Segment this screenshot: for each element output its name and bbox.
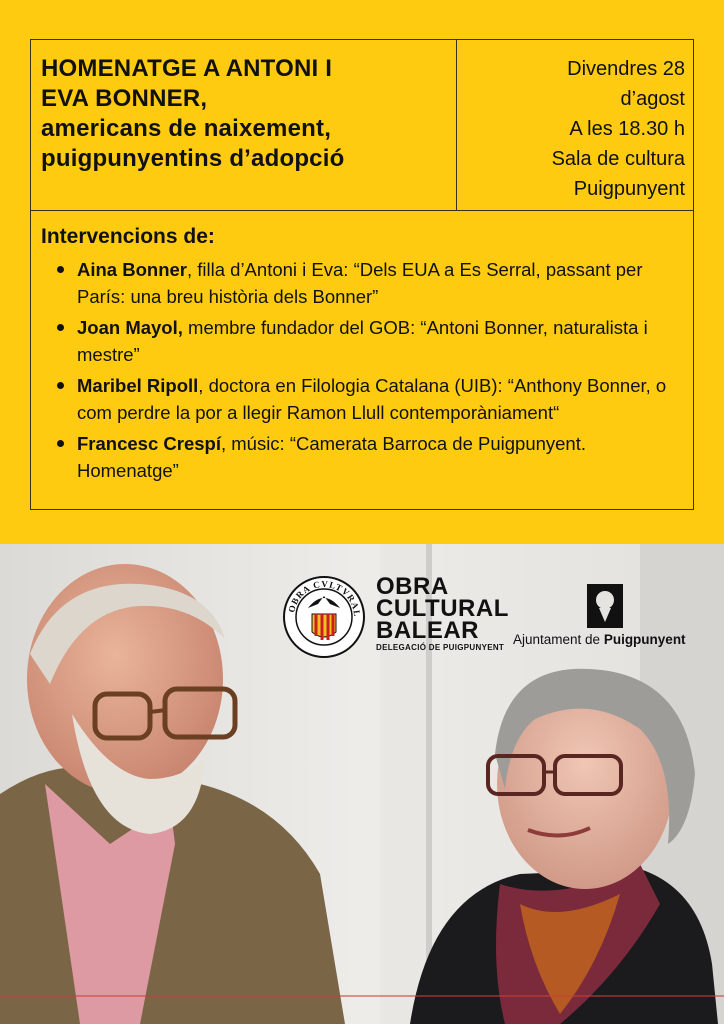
list-item [77, 372, 677, 426]
event-details [461, 54, 685, 204]
bullet-icon [57, 440, 64, 447]
event-venue: Sala de cultura [551, 148, 685, 170]
title-line-4: puigpunyentins d’adopció [41, 145, 345, 172]
event-town: Puigpunyent [573, 178, 685, 200]
event-date-day: Divendres 28 [567, 58, 685, 80]
event-title [41, 54, 451, 174]
ocb-line-2: CULTURAL [376, 595, 509, 622]
bullet-icon [57, 324, 64, 331]
ajuntament-town: Puigpunyent [603, 632, 686, 647]
ocb-line-1: OBRA [376, 573, 449, 600]
interventions-list [77, 256, 677, 488]
event-date-month: d’agost [620, 88, 685, 110]
title-line-3: americans de naixement, [41, 115, 332, 142]
list-item [77, 314, 677, 368]
seal-text: OBRA CVLTVRAL [286, 578, 363, 618]
speaker-talk: membre fundador del GOB: “Antoni Bonner, naturalista i mestre” [77, 317, 648, 365]
interventions-heading: Intervencions de: [41, 225, 215, 248]
ocb-wordmark [376, 573, 509, 654]
speaker-name: Francesc Crespí [77, 433, 221, 454]
bullet-icon [57, 266, 64, 273]
title-line-2: EVA BONNER, [41, 85, 208, 112]
ocb-delegation: DELEGACIÓ DE PUIGPUNYENT [376, 643, 505, 652]
info-box [30, 39, 694, 510]
ajuntament-prefix: Ajuntament de [513, 632, 604, 647]
ajuntament-emblem-icon [585, 582, 625, 630]
speaker-name: Maribel Ripoll [77, 375, 199, 396]
horizontal-divider [31, 210, 693, 211]
bullet-icon [57, 382, 64, 389]
list-item [77, 256, 677, 310]
title-line-1: HOMENATGE A ANTONI I [41, 55, 333, 82]
ajuntament-label [513, 632, 698, 647]
speaker-name: Joan Mayol, [77, 317, 183, 338]
vertical-divider [456, 40, 457, 210]
obra-cultural-balear-logo [282, 573, 512, 671]
speaker-name: Aina Bonner [77, 259, 187, 280]
speaker-talk: , músic: “Camerata Barroca de Puigpunyent. Homenatge” [77, 433, 587, 481]
event-time: A les 18.30 h [569, 118, 685, 140]
speaker-talk: , filla d’Antoni i Eva: “Dels EUA a Es Serral, passant per París: una breu història dels Bonner” [77, 259, 643, 307]
speaker-talk: , doctora en Filologia Catalana (UIB): “Anthony Bonner, o com perdre la por a llegir Ramon Llull contemporàniament“ [77, 375, 667, 423]
list-item [77, 430, 677, 484]
ocb-line-3: BALEAR [376, 617, 479, 644]
